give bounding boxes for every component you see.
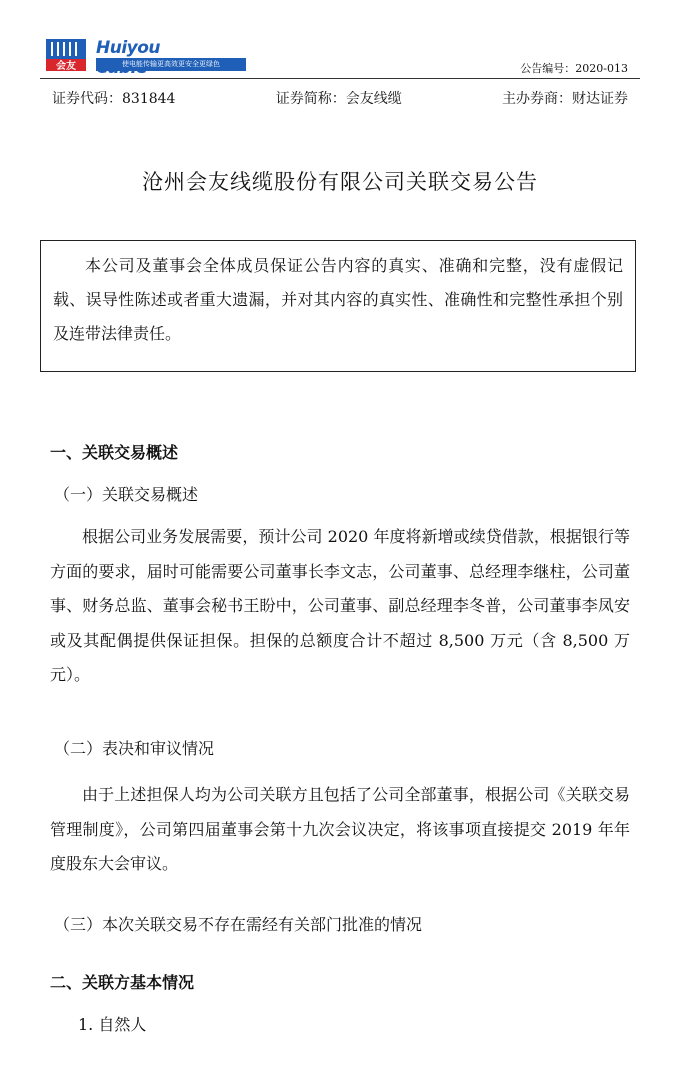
section-1-subheading-2: （二）表决和审议情况 [54, 739, 215, 758]
section-2-item-1: 1. 自然人 [78, 1015, 147, 1034]
logo-brand-text: Huiyou [96, 38, 161, 58]
logo-mark-icon [44, 36, 90, 72]
notice-number: 公告编号：2020-013 [520, 62, 628, 75]
securities-code: 证券代码：831844 [52, 91, 176, 107]
header-divider [40, 78, 640, 79]
responsibility-statement: 本公司及董事会全体成员保证公告内容的真实、准确和完整，没有虚假记载、误导性陈述或者重大遗漏，并对其内容的真实性、准确性和完整性承担个别及连带法律责任。 [40, 240, 636, 372]
section-2-heading: 二、关联方基本情况 [50, 973, 195, 992]
securities-info-row [52, 88, 628, 108]
section-1-subheading-3: （三）本次关联交易不存在需经有关部门批准的情况 [54, 915, 423, 934]
section-1-paragraph-2: 由于上述担保人均为公司关联方且包括了公司全部董事，根据公司《关联交易管理制度》，公司第四届董事会第十九次会议决定，将该事项直接提交 2019 年年度股东大会审议。 [50, 785, 630, 873]
logo-mark-text: 会友 [56, 61, 76, 72]
section-1-paragraph-1: 根据公司业务发展需要，预计公司 2020 年度将新增或续贷借款，根据银行等方面的要求，届时可能需要公司董事长李文志，公司董事、总经理李继柱，公司董事、财务总监、董事会秘书王盼中，公司董事、副总经理李冬普，公司董事李凤安或及其配偶提供保证担保。担保的总额度合计不超过 8,500 万元（含 8,500 万元）。 [50, 527, 630, 684]
logo-slogan: 使电能传输更高效更安全更绿色 [96, 58, 246, 71]
document-title: 沧州会友线缆股份有限公司关联交易公告 [142, 170, 538, 194]
securities-abbr: 证券简称：会友线缆 [275, 91, 402, 107]
sponsor-broker: 主办券商：财达证券 [501, 91, 628, 107]
company-logo [44, 36, 220, 74]
section-1-subheading-1: （一）关联交易概述 [54, 485, 199, 504]
section-1-heading: 一、关联交易概述 [50, 443, 179, 462]
